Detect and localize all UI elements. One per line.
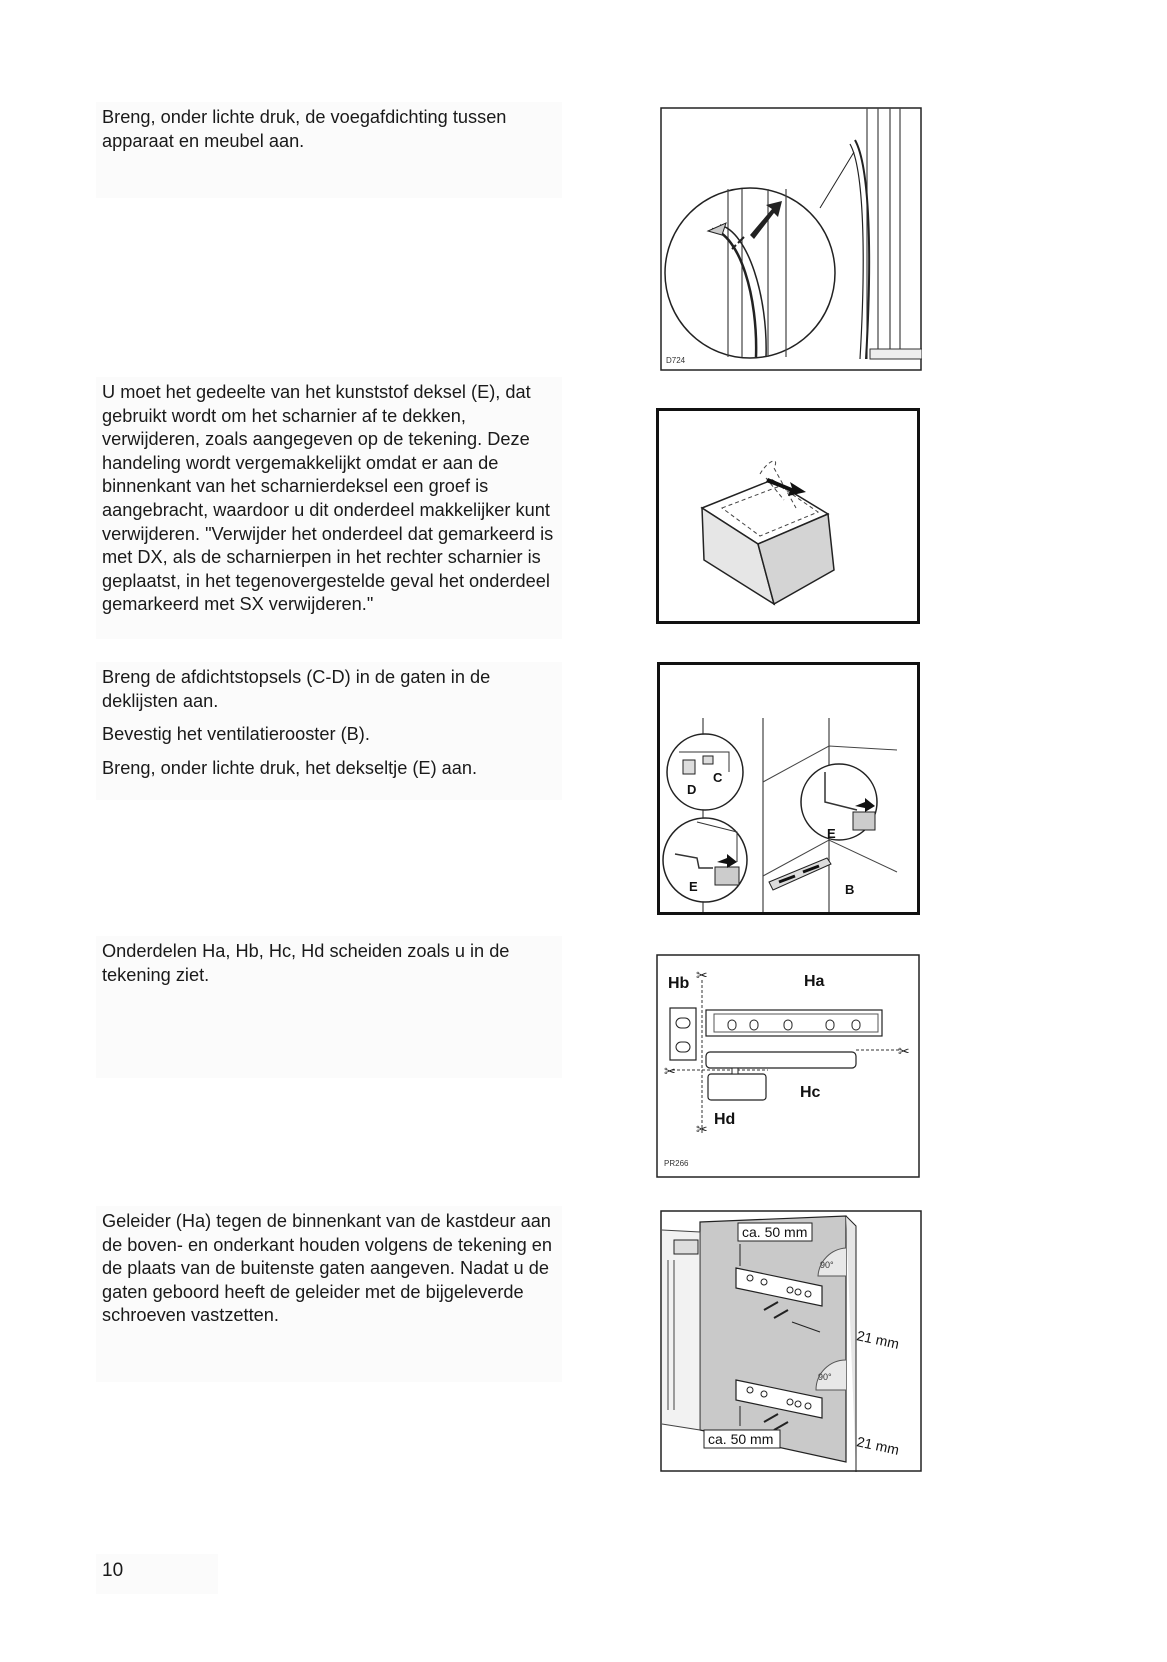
angle-bottom: 90° <box>818 1372 832 1382</box>
svg-text:✂: ✂ <box>664 1063 676 1079</box>
paragraph: Geleider (Ha) tegen de binnenkant van de kastdeur aan de boven- en onderkant houden volgens de tekening en de plaats van de buitenste gaten aangeven. Nadat u de gaten geboord heeft de geleider met de bijgeleverde schroeven vastzetten. <box>102 1211 552 1326</box>
label-hc: Hc <box>800 1084 821 1101</box>
guide-mounting-illustration <box>660 1210 922 1472</box>
label-c: C <box>713 770 723 785</box>
section-parts <box>96 936 562 1078</box>
figure-parts-separation <box>656 954 920 1178</box>
dim-bottom: ca. 50 mm <box>708 1431 774 1447</box>
label-ha: Ha <box>804 973 825 990</box>
paragraph: Onderdelen Ha, Hb, Hc, Hd scheiden zoals u in de tekening ziet. <box>102 941 510 985</box>
label-hb: Hb <box>668 975 690 992</box>
side-bottom: 21 mm <box>855 1433 901 1458</box>
section-seal-plugs <box>96 662 562 800</box>
figure-seal-plugs <box>657 662 920 915</box>
paragraph: Breng de afdichtstopsels (C-D) in de gaten in de deklijsten aan. <box>102 667 491 711</box>
label-hd: Hd <box>714 1111 736 1128</box>
seal-plugs-illustration <box>657 662 920 915</box>
label-e: E <box>827 826 836 841</box>
paragraph: Breng, onder lichte druk, de voegafdichting tussen apparaat en meubel aan. <box>102 107 507 151</box>
side-top: 21 mm <box>855 1327 901 1352</box>
svg-text:✂: ✂ <box>898 1043 910 1059</box>
figure-seal-strip <box>660 107 922 371</box>
figure-hinge-cover <box>656 408 920 624</box>
svg-text:✂: ✂ <box>696 1121 708 1137</box>
figure-code: PR266 <box>664 1159 689 1168</box>
angle-top: 90° <box>820 1260 834 1270</box>
svg-text:✂: ✂ <box>696 967 708 983</box>
page-number: 10 <box>96 1554 218 1594</box>
parts-separation-illustration <box>656 954 920 1178</box>
section-guide <box>96 1206 562 1382</box>
paragraph: Breng, onder lichte druk, het dekseltje (E) aan. <box>102 757 478 778</box>
label-d: D <box>687 782 697 797</box>
paragraph: U moet het gedeelte van het kunststof deksel (E), dat gebruikt wordt om het scharnier af te dekken, verwijderen, zoals aangegeven op de tekening. Deze handeling wordt vergemakkelijkt omdat er aan de binnenkant van het scharnierdeksel een groef is aangebracht, waardoor u dit onderdeel makkelijker kunt verwijderen. "Verwijder het onderdeel dat gemarkeerd is met DX, als de scharnierpen in het rechter scharnier is geplaatst, in het tegenovergestelde geval het onderdeel gemarkeerd met SX verwijderen." <box>102 382 554 615</box>
label-e: E <box>689 879 698 894</box>
hinge-cover-illustration <box>656 408 920 624</box>
figure-guide-mounting <box>660 1210 922 1472</box>
section-seal <box>96 102 562 198</box>
seal-strip-illustration <box>660 107 922 371</box>
paragraph: Bevestig het ventilatierooster (B). <box>102 724 370 745</box>
section-hinge-cover <box>96 377 562 639</box>
figure-code: D724 <box>666 356 686 365</box>
label-b: B <box>845 882 855 897</box>
dim-top: ca. 50 mm <box>742 1224 808 1240</box>
